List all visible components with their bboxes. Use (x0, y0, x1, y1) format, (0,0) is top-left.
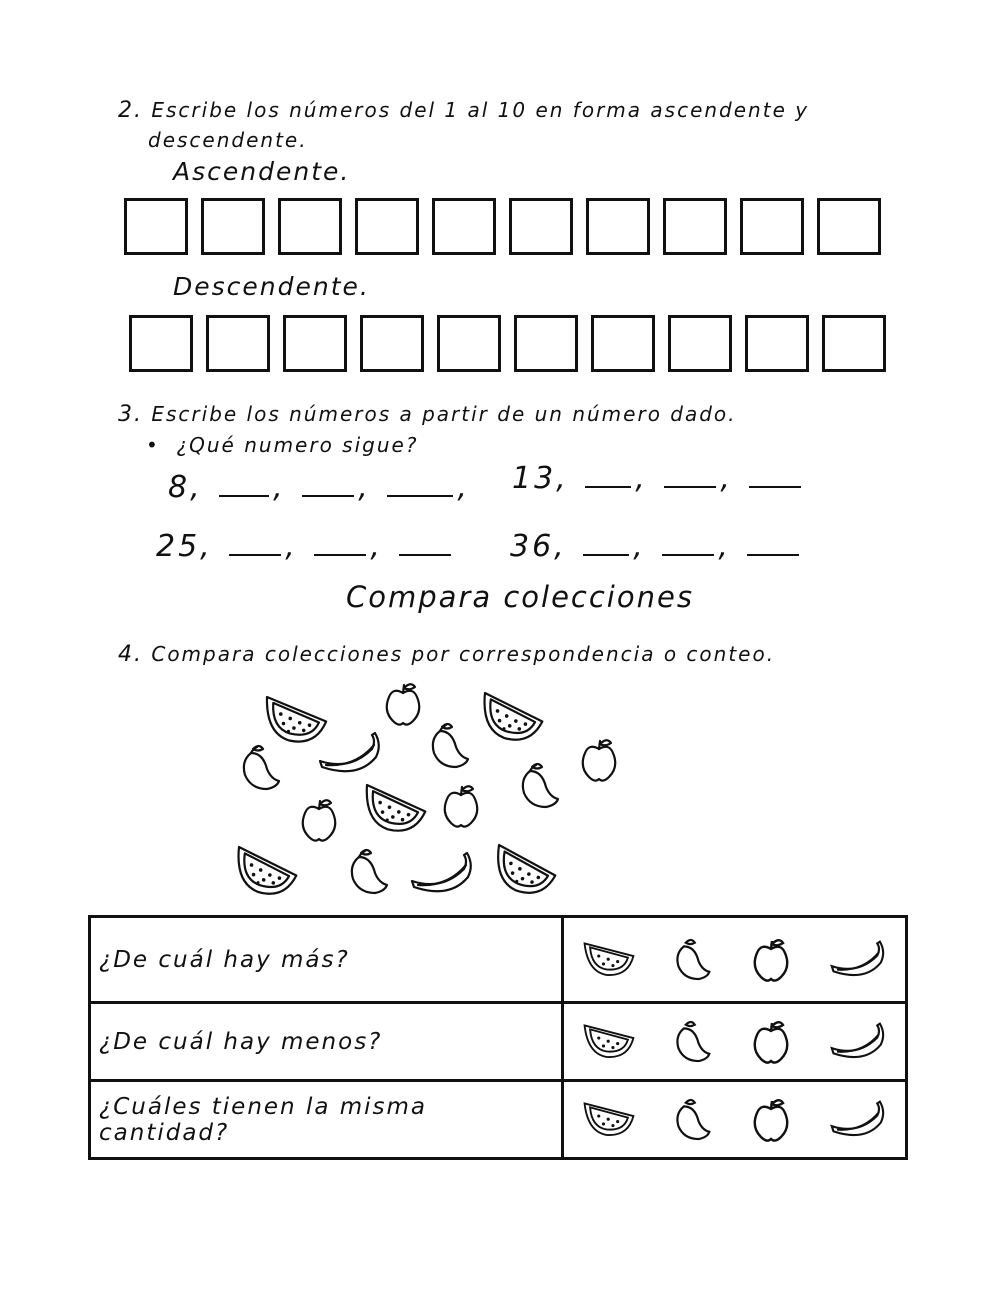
watermelon-option[interactable] (583, 1100, 635, 1140)
q3-text (118, 402, 737, 427)
ascending-box-1[interactable] (124, 198, 188, 255)
apple-option[interactable] (751, 1017, 793, 1067)
question-most: ¿De cuál hay más? (90, 917, 563, 1003)
mango-icon (673, 1019, 713, 1065)
ascending-box-8[interactable] (663, 198, 727, 255)
descending-box-4[interactable] (360, 315, 424, 372)
banana-option[interactable] (830, 1098, 886, 1142)
ascending-box-9[interactable] (740, 198, 804, 255)
q2-text-line2: descendente. (148, 128, 308, 152)
comma: , (285, 529, 298, 564)
q3-instruction: Escribe los números a partir de un número dado. (151, 402, 737, 426)
answer-blank[interactable] (219, 495, 269, 497)
watermelon-option[interactable] (583, 1022, 635, 1062)
mango-icon (673, 1097, 713, 1143)
ascending-box-7[interactable] (586, 198, 650, 255)
options-cell (563, 1003, 907, 1081)
sequence-start: 25, (156, 529, 213, 564)
answer-blank[interactable] (387, 495, 453, 497)
answer-blank[interactable] (749, 486, 801, 488)
watermelon-icon (583, 940, 635, 980)
comma: , (718, 529, 731, 564)
table-row (90, 1003, 907, 1081)
mango-icon (673, 937, 713, 983)
mango-option[interactable] (673, 937, 713, 983)
question-same: ¿Cuáles tienen la misma cantidad? (90, 1081, 563, 1159)
ascending-box-2[interactable] (201, 198, 265, 255)
banana-option[interactable] (830, 938, 886, 982)
answer-blank[interactable] (314, 554, 366, 556)
comma: , (358, 470, 371, 505)
answer-blank[interactable] (399, 554, 451, 556)
options-cell (563, 917, 907, 1003)
answer-blank[interactable] (747, 554, 799, 556)
q3-bullet (146, 433, 418, 457)
descending-box-10[interactable] (822, 315, 886, 372)
descending-box-6[interactable] (514, 315, 578, 372)
watermelon-option[interactable] (583, 940, 635, 980)
section-title: Compara colecciones (346, 580, 694, 614)
ascending-boxes (124, 198, 881, 255)
descending-box-3[interactable] (283, 315, 347, 372)
descending-box-8[interactable] (668, 315, 732, 372)
sequence-25 (156, 529, 455, 564)
mango-option[interactable] (673, 1019, 713, 1065)
sequence-36 (510, 529, 803, 564)
answer-blank[interactable] (583, 554, 629, 556)
comma: , (457, 470, 470, 505)
descending-box-1[interactable] (129, 315, 193, 372)
banana-icon (830, 938, 886, 982)
banana-icon (830, 1098, 886, 1142)
q2-number: 2. (118, 98, 143, 123)
q4-instruction: Compara colecciones por correspondencia o conteo. (151, 642, 776, 666)
ascending-box-6[interactable] (509, 198, 573, 255)
descending-box-5[interactable] (437, 315, 501, 372)
sequence-8 (168, 470, 470, 505)
answer-blank[interactable] (585, 486, 631, 488)
q2-text (118, 98, 809, 123)
comma: , (720, 461, 733, 496)
apple-option[interactable] (751, 935, 793, 985)
apple-icon (751, 1017, 793, 1067)
descending-boxes (129, 315, 886, 372)
descending-box-7[interactable] (591, 315, 655, 372)
fruit-collection-illustration (225, 675, 625, 915)
q4-text (118, 642, 775, 667)
comma: , (370, 529, 383, 564)
comma: , (633, 529, 646, 564)
apple-option[interactable] (751, 1095, 793, 1145)
sequence-start: 36, (510, 529, 567, 564)
comma: , (273, 470, 286, 505)
descending-box-9[interactable] (745, 315, 809, 372)
q3-bullet-text: ¿Qué numero sigue? (176, 433, 419, 457)
answer-blank[interactable] (229, 554, 281, 556)
ascending-box-4[interactable] (355, 198, 419, 255)
ascending-label: Ascendente. (173, 157, 351, 186)
question-least: ¿De cuál hay menos? (90, 1003, 563, 1081)
table-row (90, 917, 907, 1003)
sequence-start: 13, (512, 461, 569, 496)
descending-box-2[interactable] (206, 315, 270, 372)
comma: , (635, 461, 648, 496)
mango-option[interactable] (673, 1097, 713, 1143)
answer-blank[interactable] (302, 495, 354, 497)
ascending-box-10[interactable] (817, 198, 881, 255)
descending-label: Descendente. (173, 272, 370, 301)
apple-icon (751, 935, 793, 985)
watermelon-icon (583, 1100, 635, 1140)
q3-number: 3. (118, 402, 143, 427)
q2-instruction: Escribe los números del 1 al 10 en forma ascendente y (151, 98, 810, 122)
banana-icon (830, 1020, 886, 1064)
q4-number: 4. (118, 642, 143, 667)
apple-icon (751, 1095, 793, 1145)
watermelon-icon (583, 1022, 635, 1062)
options-cell (563, 1081, 907, 1159)
banana-option[interactable] (830, 1020, 886, 1064)
sequence-start: 8, (168, 470, 203, 505)
table-row (90, 1081, 907, 1159)
ascending-box-3[interactable] (278, 198, 342, 255)
ascending-box-5[interactable] (432, 198, 496, 255)
sequence-13 (512, 461, 805, 496)
answer-blank[interactable] (664, 486, 716, 488)
comparison-table (88, 915, 908, 1160)
bullet-dot: • (146, 433, 177, 457)
answer-blank[interactable] (662, 554, 714, 556)
